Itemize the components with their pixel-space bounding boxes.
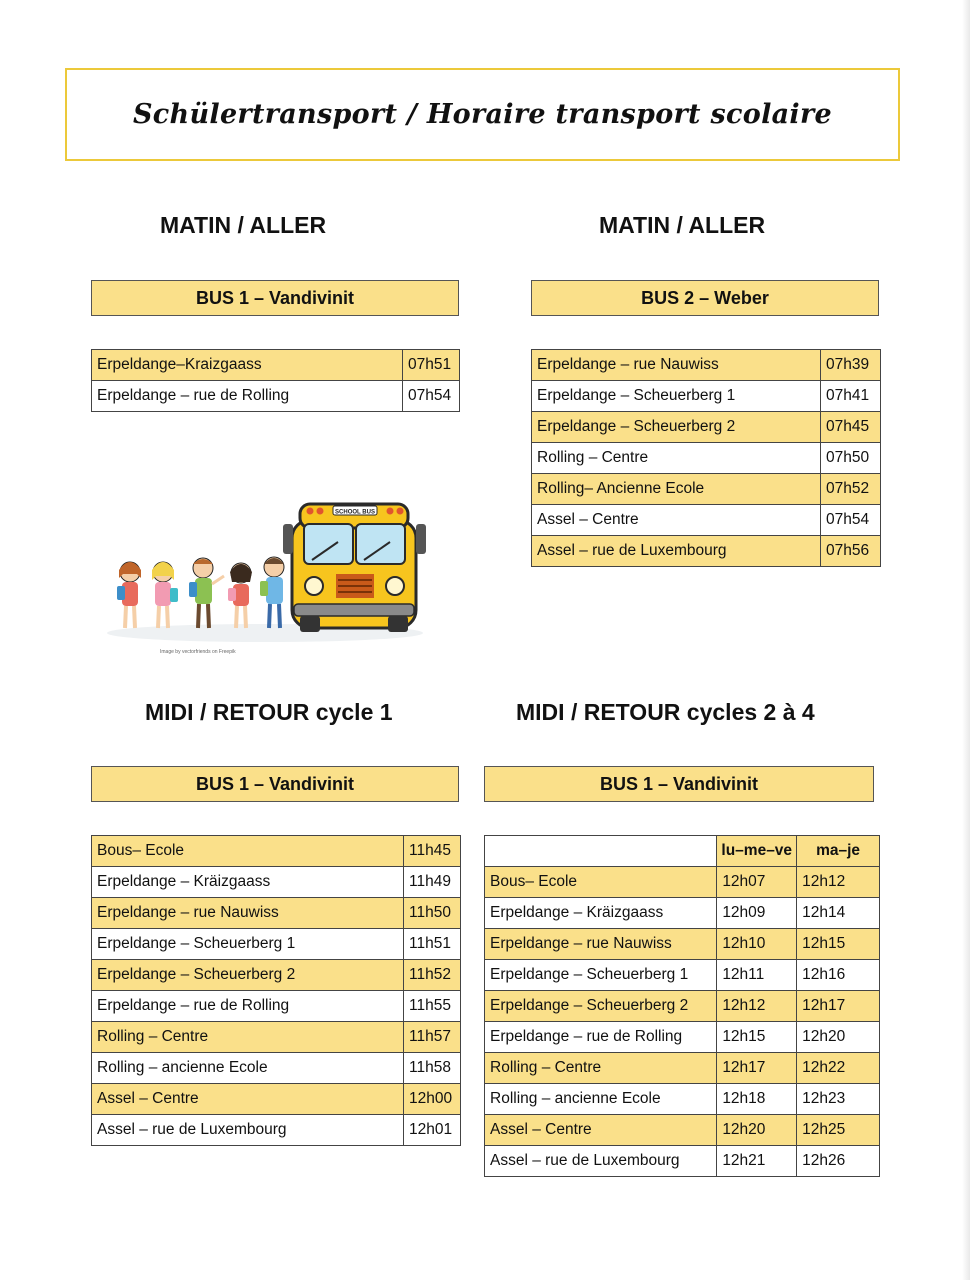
column-header-lu-me-ve: lu–me–ve [717,836,797,867]
time-cell: 07h45 [821,412,881,443]
time-cell: 12h10 [717,929,797,960]
time-cell: 07h54 [821,505,881,536]
heading-morning-left: MATIN / ALLER [160,212,327,238]
schedule-morning-left [91,349,460,412]
school-bus-icon [283,504,426,632]
table-row [532,505,881,536]
table-row [92,1022,461,1053]
time-cell: 12h00 [404,1084,461,1115]
time-cell: 11h49 [404,867,461,898]
table-row [92,1053,461,1084]
stop-cell: Bous– Ecole [92,836,404,867]
time-cell: 11h51 [404,929,461,960]
time-cell: 12h20 [717,1115,797,1146]
time-cell: 07h50 [821,443,881,474]
bus-label-morning-left: BUS 1 – Vandivinit [91,280,459,316]
stop-cell: Erpeldange – rue Nauwiss [532,350,821,381]
table-row [92,836,461,867]
time-cell: 11h52 [404,960,461,991]
table-row [485,1084,880,1115]
table-row [92,350,460,381]
stop-cell: Rolling – Centre [485,1053,717,1084]
table-row [92,991,461,1022]
title-box [65,68,900,161]
schedule-midday-left [91,835,461,1146]
time-cell: 12h17 [797,991,880,1022]
time-cell: 12h23 [797,1084,880,1115]
bus-label-morning-right: BUS 2 – Weber [531,280,879,316]
time-cell: 12h16 [797,960,880,991]
time-cell: 07h56 [821,536,881,567]
stop-cell: Assel – rue de Luxembourg [485,1146,717,1177]
stop-cell: Rolling – ancienne Ecole [92,1053,404,1084]
time-cell: 12h22 [797,1053,880,1084]
table-row [485,867,880,898]
table-row [92,898,461,929]
time-cell: 12h09 [717,898,797,929]
table-row [92,1084,461,1115]
time-cell: 12h18 [717,1084,797,1115]
time-cell: 07h39 [821,350,881,381]
table-header-row [485,836,880,867]
stop-cell: Rolling– Ancienne Ecole [532,474,821,505]
stop-cell: Erpeldange – Scheuerberg 1 [532,381,821,412]
stop-cell: Erpeldange–Kraizgaass [92,350,403,381]
time-cell: 12h15 [717,1022,797,1053]
table-row [485,929,880,960]
time-cell: 12h12 [717,991,797,1022]
time-cell: 12h14 [797,898,880,929]
schedule-morning-right [531,349,881,567]
stop-cell: Erpeldange – Scheuerberg 1 [92,929,404,960]
table-row [532,412,881,443]
time-cell: 07h52 [821,474,881,505]
school-bus-with-children-icon [100,490,430,665]
time-cell: 12h07 [717,867,797,898]
table-row [92,960,461,991]
stop-cell: Rolling – Centre [92,1022,404,1053]
stop-cell: Erpeldange – rue de Rolling [92,991,404,1022]
stop-cell: Assel – Centre [92,1084,404,1115]
header-empty-cell [485,836,717,867]
time-cell: 07h41 [821,381,881,412]
table-row [485,991,880,1022]
stop-cell: Erpeldange – rue Nauwiss [92,898,404,929]
time-cell: 11h58 [404,1053,461,1084]
time-cell: 07h54 [403,381,460,412]
stop-cell: Erpeldange – Scheuerberg 2 [532,412,821,443]
time-cell: 11h57 [404,1022,461,1053]
time-cell: 12h20 [797,1022,880,1053]
stop-cell: Erpeldange – rue Nauwiss [485,929,717,960]
table-row [485,1115,880,1146]
table-row [92,381,460,412]
heading-morning-right: MATIN / ALLER [599,212,766,238]
table-row [532,474,881,505]
time-cell: 11h55 [404,991,461,1022]
bus-label-midday-right: BUS 1 – Vandivinit [484,766,874,802]
stop-cell: Assel – rue de Luxembourg [532,536,821,567]
table-row [532,536,881,567]
stop-cell: Assel – Centre [532,505,821,536]
heading-midday-left: MIDI / RETOUR cycle 1 [145,699,393,725]
stop-cell: Erpeldange – rue de Rolling [485,1022,717,1053]
table-row [485,1146,880,1177]
stop-cell: Assel – rue de Luxembourg [92,1115,404,1146]
table-row [92,929,461,960]
table-row [485,960,880,991]
image-credit: Image by vectorfriends on Freepik [160,649,236,655]
table-row [532,443,881,474]
stop-cell: Bous– Ecole [485,867,717,898]
time-cell: 12h01 [404,1115,461,1146]
heading-midday-right: MIDI / RETOUR cycles 2 à 4 [516,699,815,725]
stop-cell: Erpeldange – Kräizgaass [485,898,717,929]
time-cell: 12h25 [797,1115,880,1146]
stop-cell: Erpeldange – rue de Rolling [92,381,403,412]
stop-cell: Erpeldange – Scheuerberg 2 [485,991,717,1022]
stop-cell: Rolling – ancienne Ecole [485,1084,717,1115]
stop-cell: Erpeldange – Scheuerberg 2 [92,960,404,991]
stop-cell: Assel – Centre [485,1115,717,1146]
time-cell: 11h45 [404,836,461,867]
time-cell: 12h21 [717,1146,797,1177]
bus-sign-label: SCHOOL BUS [335,509,375,516]
time-cell: 11h50 [404,898,461,929]
table-row [532,350,881,381]
time-cell: 07h51 [403,350,460,381]
schedule-midday-right [484,835,880,1177]
stop-cell: Erpeldange – Kräizgaass [92,867,404,898]
stop-cell: Rolling – Centre [532,443,821,474]
time-cell: 12h26 [797,1146,880,1177]
table-row [92,867,461,898]
stop-cell: Erpeldange – Scheuerberg 1 [485,960,717,991]
page-title: Schülertransport / Horaire transport scolaire [133,99,832,130]
children-icon [117,557,284,628]
table-row [92,1115,461,1146]
column-header-ma-je: ma–je [797,836,880,867]
table-row [485,898,880,929]
time-cell: 12h15 [797,929,880,960]
table-row [485,1022,880,1053]
page-edge-shadow [962,0,970,1280]
bus-label-midday-left: BUS 1 – Vandivinit [91,766,459,802]
time-cell: 12h12 [797,867,880,898]
time-cell: 12h11 [717,960,797,991]
table-row [532,381,881,412]
time-cell: 12h17 [717,1053,797,1084]
table-row [485,1053,880,1084]
